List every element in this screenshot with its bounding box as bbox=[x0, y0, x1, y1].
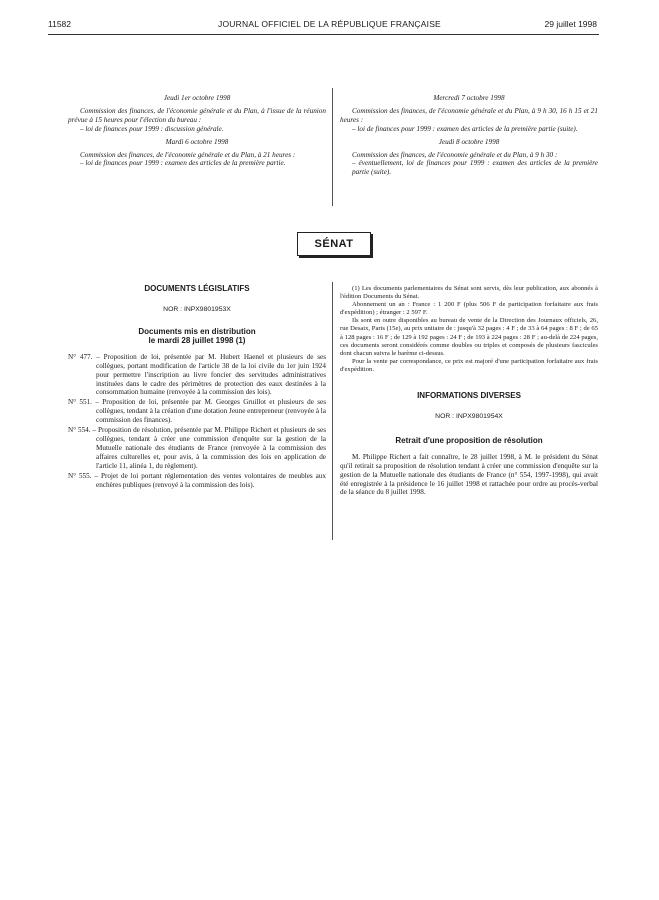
agenda-item: – loi de finances pour 1999 : discussion générale. bbox=[80, 124, 224, 133]
document-item: N° 477. – Proposition de loi, présentée par M. Hubert Haenel et plusieurs de ses collègues, portant modification de l'article 38 de la loi civile du 1er juin 1924 pour permettre l'inscription au livre foncier des servitudes administratives instituées dans le cadre des périmètres de protection des eaux destinées à la consommation humaine (renvoyée à la commission des lois). bbox=[68, 352, 326, 397]
issue-date: 29 juillet 1998 bbox=[544, 19, 597, 29]
section-title: DOCUMENTS LÉGISLATIFS bbox=[144, 284, 250, 293]
legislative-documents-column bbox=[68, 285, 326, 490]
document-item: N° 554. – Proposition de résolution, présentée par M. Philippe Richert et plusieurs de ses collègues, tendant à créer une commission d'enquête sur la gestion de la Mutuelle nationale des étudiants de France (renvoyée à la commission des affaires culturelles et, pour avis, à la commission des lois en application de l'article 11, alinéa 1, du règlement). bbox=[68, 426, 326, 470]
journal-title: JOURNAL OFFICIEL DE LA RÉPUBLIQUE FRANÇAISE bbox=[218, 19, 441, 29]
footnote: (1) Les documents parlementaires du Sénat sont servis, dès leur publication, aux abonnés à l'édition Documents du Sénat. bbox=[340, 285, 598, 301]
withdrawal-body: M. Philippe Richert a fait connaître, le 28 juillet 1998, à M. le président du Sénat qu'il retirait sa proposition de résolution tendant à créer une commission d'enquête sur la gestion de la Mutuelle nationale des étudiants de France (n° 554, 1997-1998), qui avait été enregistrée à la présidence le 16 juillet 1998 et rattachée pour ordre au procès-verbal de la séance du 8 juillet 1998. bbox=[340, 452, 598, 497]
distribution-subhead: Documents mis en distribution bbox=[138, 326, 256, 336]
document-item: N° 555. – Projet de loi portant réglementation des ventes volontaires de meubles aux enchères publiques (renvoyé à la commission des lois). bbox=[68, 471, 326, 489]
senat-heading: SÉNAT bbox=[297, 232, 371, 256]
nor-reference: NOR : INPX9801953X bbox=[163, 305, 231, 313]
document-item: N° 551. – Proposition de loi, présentée par M. Georges Gruillot et plusieurs de ses collègues, tendant à la création d'une dotation Jeune entrepreneur (renvoyée à la commission des finances). bbox=[68, 398, 326, 425]
page-number: 11582 bbox=[48, 19, 72, 29]
commission-text: Commission des finances, de l'économie générale et du Plan, à 9 h 30, 16 h 15 et 21 heures : bbox=[340, 106, 598, 124]
top-right-column bbox=[340, 94, 598, 177]
distribution-date: le mardi 28 juillet 1998 (1) bbox=[148, 335, 246, 345]
footnote: Ils sont en outre disponibles au bureau de vente de la Direction des Journaux officiels, 26, rue Desaix, Paris (15e), au prix unitaire de : jusqu'à 32 pages : 4 F ; de 33 à 64 pages : 8 F ; de 65 à 128 pages : 16 F ; de 129 à 192 pages : 24 F ; de 193 à 224 pages : 28 F ; au-delà de 224 pages, ces documents seront considérés comme doubles ou triples et composés de plusieurs fascicules dont chacun suivra le barème ci-dessus. bbox=[340, 317, 598, 357]
top-left-column bbox=[68, 94, 326, 168]
nor-reference: NOR : INPX9801954X bbox=[435, 412, 503, 420]
header-rule bbox=[48, 34, 599, 35]
commission-text: Commission des finances, de l'économie générale et du Plan, à 21 heures : bbox=[80, 150, 296, 159]
footnote: Abonnement un an : France : 1 200 F (plus 506 F de participation forfaitaire aux frais d'expédition) ; étranger : 2 597 F. bbox=[340, 301, 598, 317]
day-heading: Jeudi 1er octobre 1998 bbox=[163, 94, 231, 102]
commission-text: Commission des finances, de l'économie générale et du Plan, à 9 h 30 : bbox=[352, 150, 558, 159]
day-heading: Mardi 6 octobre 1998 bbox=[165, 137, 229, 146]
section-title: INFORMATIONS DIVERSES bbox=[417, 391, 521, 401]
agenda-item: – éventuellement, loi de finances pour 1999 : examen des articles de la première partie (suite). bbox=[352, 159, 598, 177]
withdrawal-subhead: Retrait d'une proposition de résolution bbox=[395, 435, 543, 445]
day-heading: Mercredi 7 octobre 1998 bbox=[433, 94, 505, 102]
page-header bbox=[0, 19, 659, 33]
column-divider bbox=[332, 88, 333, 206]
commission-text: Commission des finances, de l'économie générale et du Plan, à l'issue de la réunion prévue à 15 heures pour l'élection du bureau : bbox=[68, 106, 326, 124]
agenda-item: – loi de finances pour 1999 : examen des articles de la première partie (suite). bbox=[352, 124, 578, 133]
footnote: Pour la vente par correspondance, ce prix est majoré d'une participation forfaitaire aux frais d'expédition. bbox=[340, 357, 598, 373]
agenda-item: – loi de finances pour 1999 : examen des articles de la première partie. bbox=[80, 159, 286, 168]
footnotes-column bbox=[340, 285, 598, 497]
day-heading: Jeudi 8 octobre 1998 bbox=[438, 137, 500, 146]
column-divider bbox=[332, 282, 333, 540]
